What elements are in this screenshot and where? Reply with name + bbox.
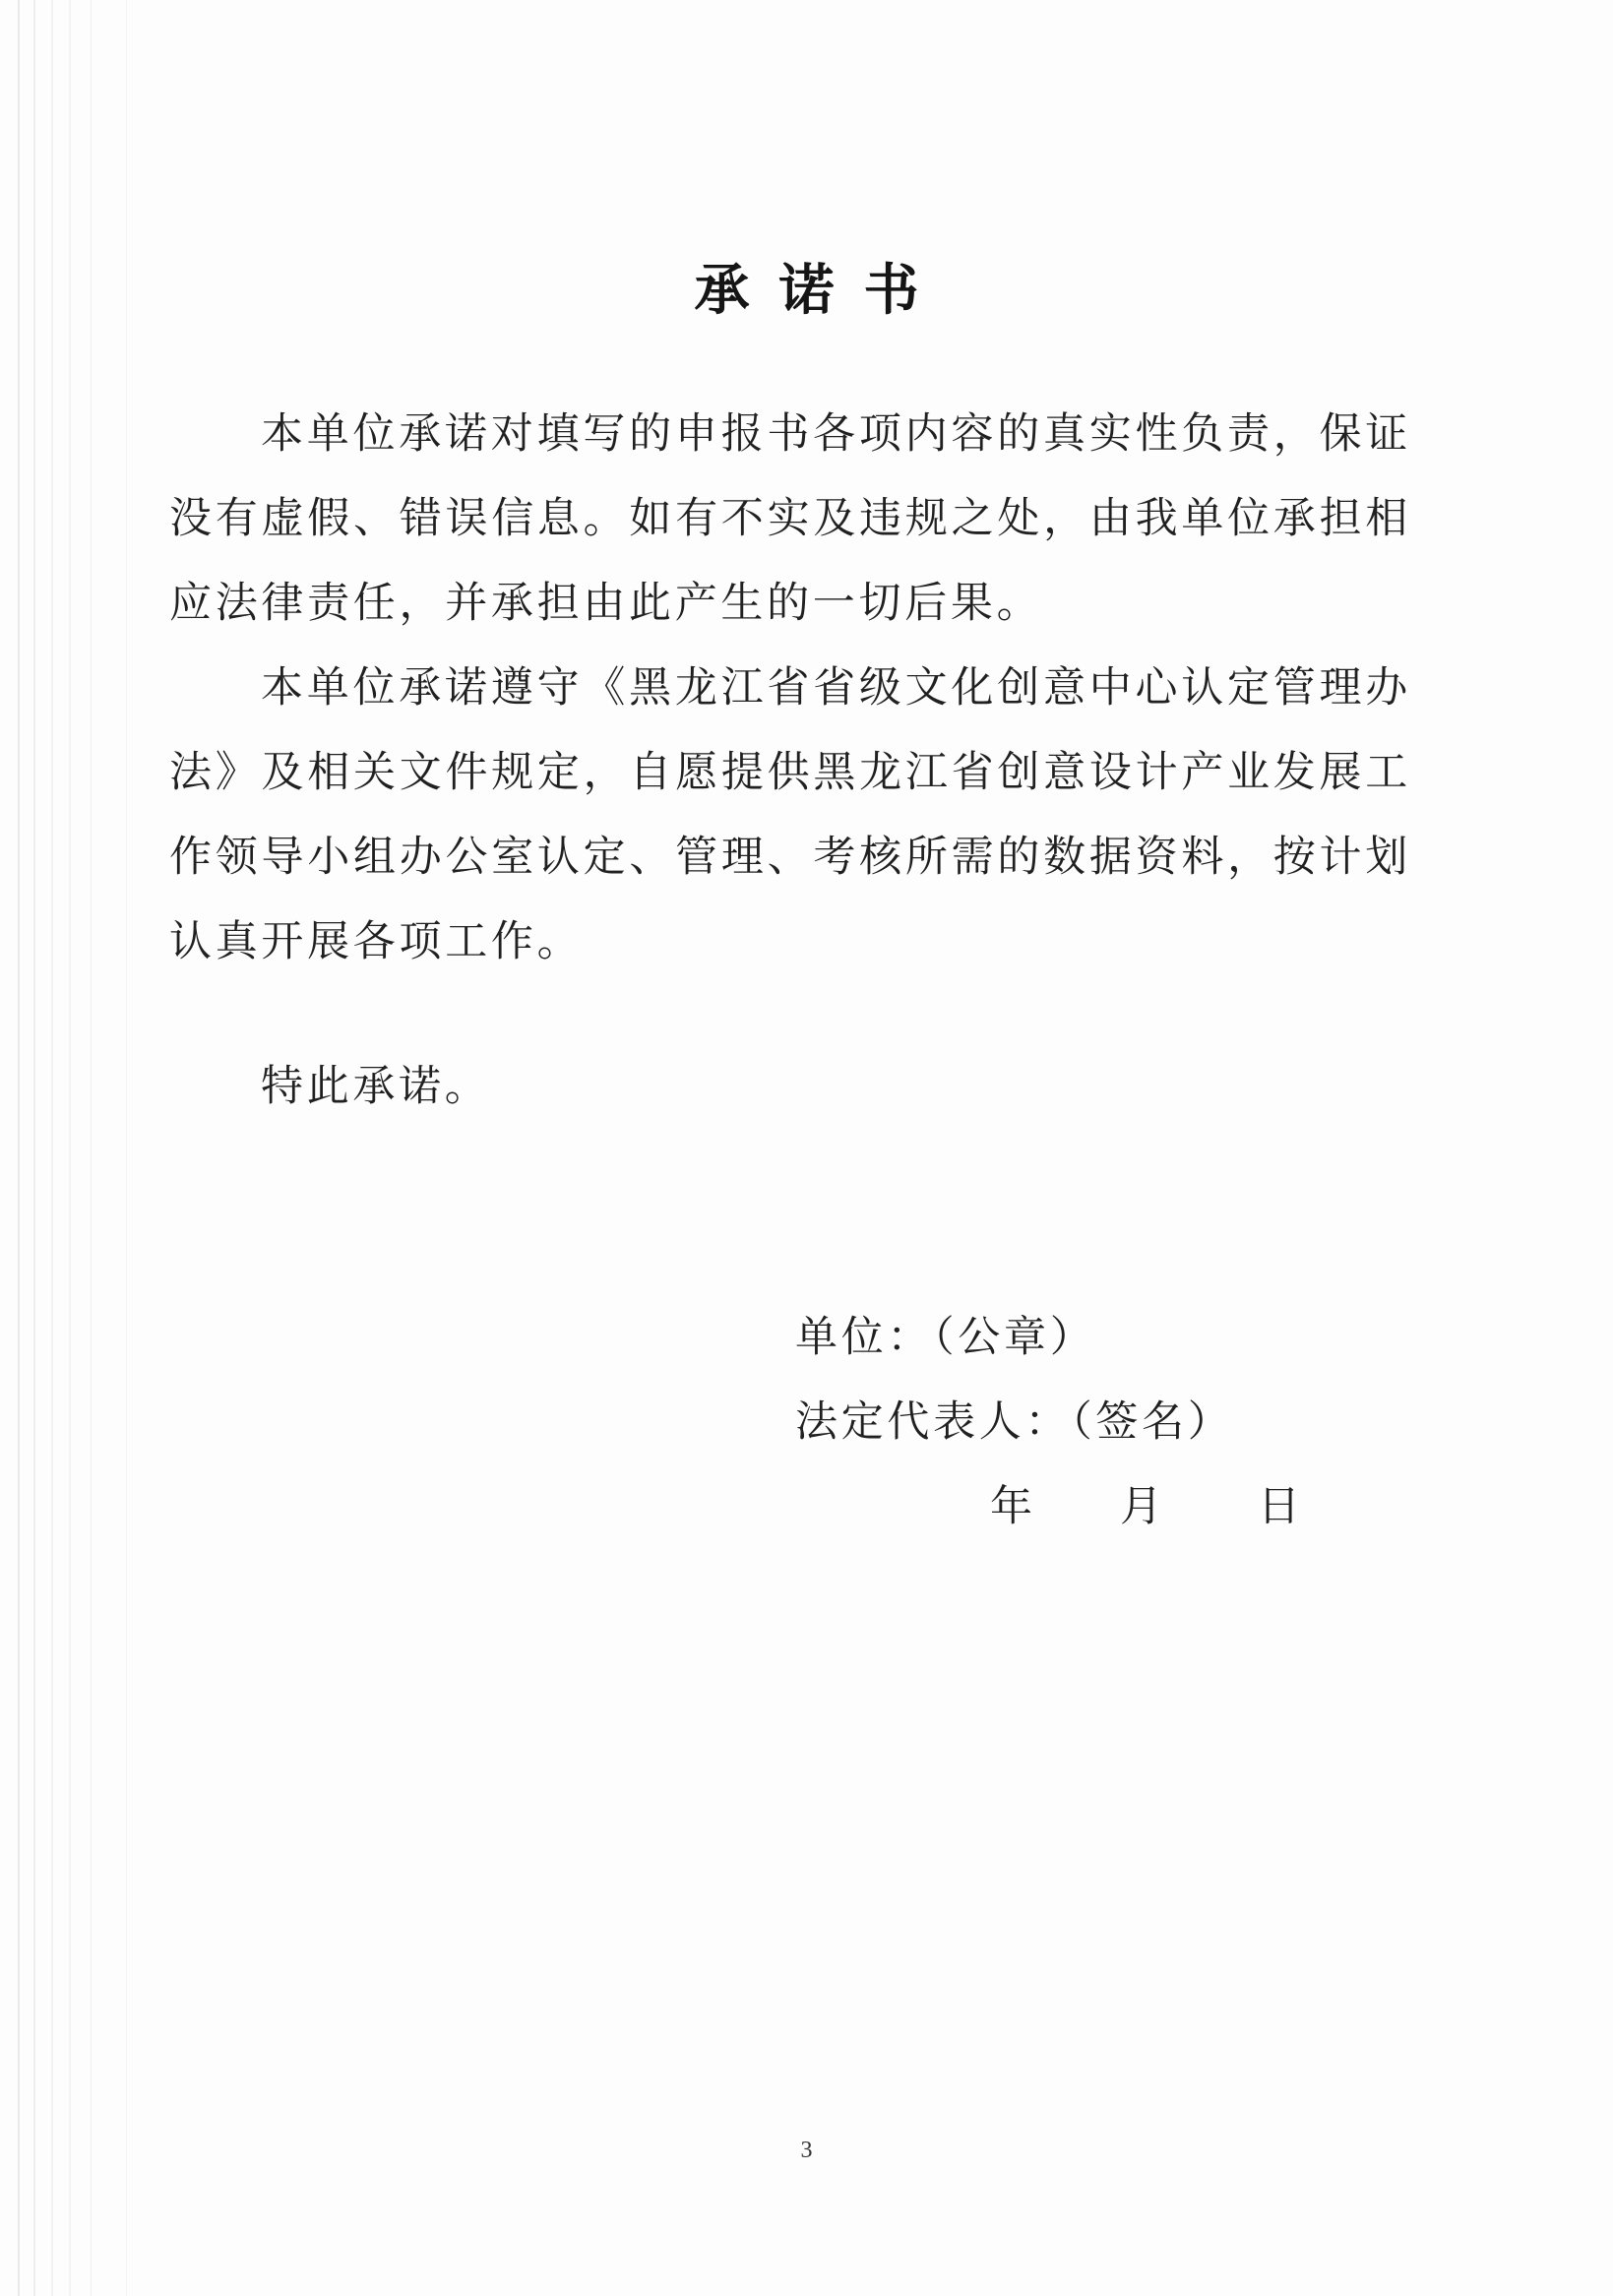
date-year-label: 年 [990, 1482, 1032, 1531]
paper-edge [33, 0, 35, 2296]
closing-statement: 特此承诺。 [261, 1062, 491, 1111]
commitment-body [169, 392, 1411, 984]
document-title: 承诺书 [694, 258, 949, 323]
page-number: 3 [800, 2138, 813, 2163]
commitment-paragraph-1: 本单位承诺对填写的申报书各项内容的真实性负责，保证没有虚假、错误信息。如有不实及违规之处，由我单位承担相应法律责任，并承担由此产生的一切后果。 [169, 409, 1411, 628]
date-month-label: 月 [1120, 1482, 1162, 1531]
commitment-paragraph-2: 本单位承诺遵守《黑龙江省省级文化创意中心认定管理办法》及相关文件规定，自愿提供黑龙江省创意设计产业发展工作领导小组办公室认定、管理、考核所需的数据资料，按计划认真开展各项工作。 [169, 663, 1411, 966]
paper-edge [69, 0, 71, 2296]
paper-edge [51, 0, 53, 2296]
signature-unit-seal: 单位：（公章） [795, 1313, 1096, 1362]
paper-edge [126, 0, 127, 2296]
signature-legal-representative: 法定代表人：（签名） [795, 1397, 1234, 1447]
signature-date [0, 1464, 1613, 1549]
paper-edge [91, 0, 92, 2296]
paper-edge [18, 0, 20, 2296]
date-day-label: 日 [1258, 1482, 1300, 1531]
